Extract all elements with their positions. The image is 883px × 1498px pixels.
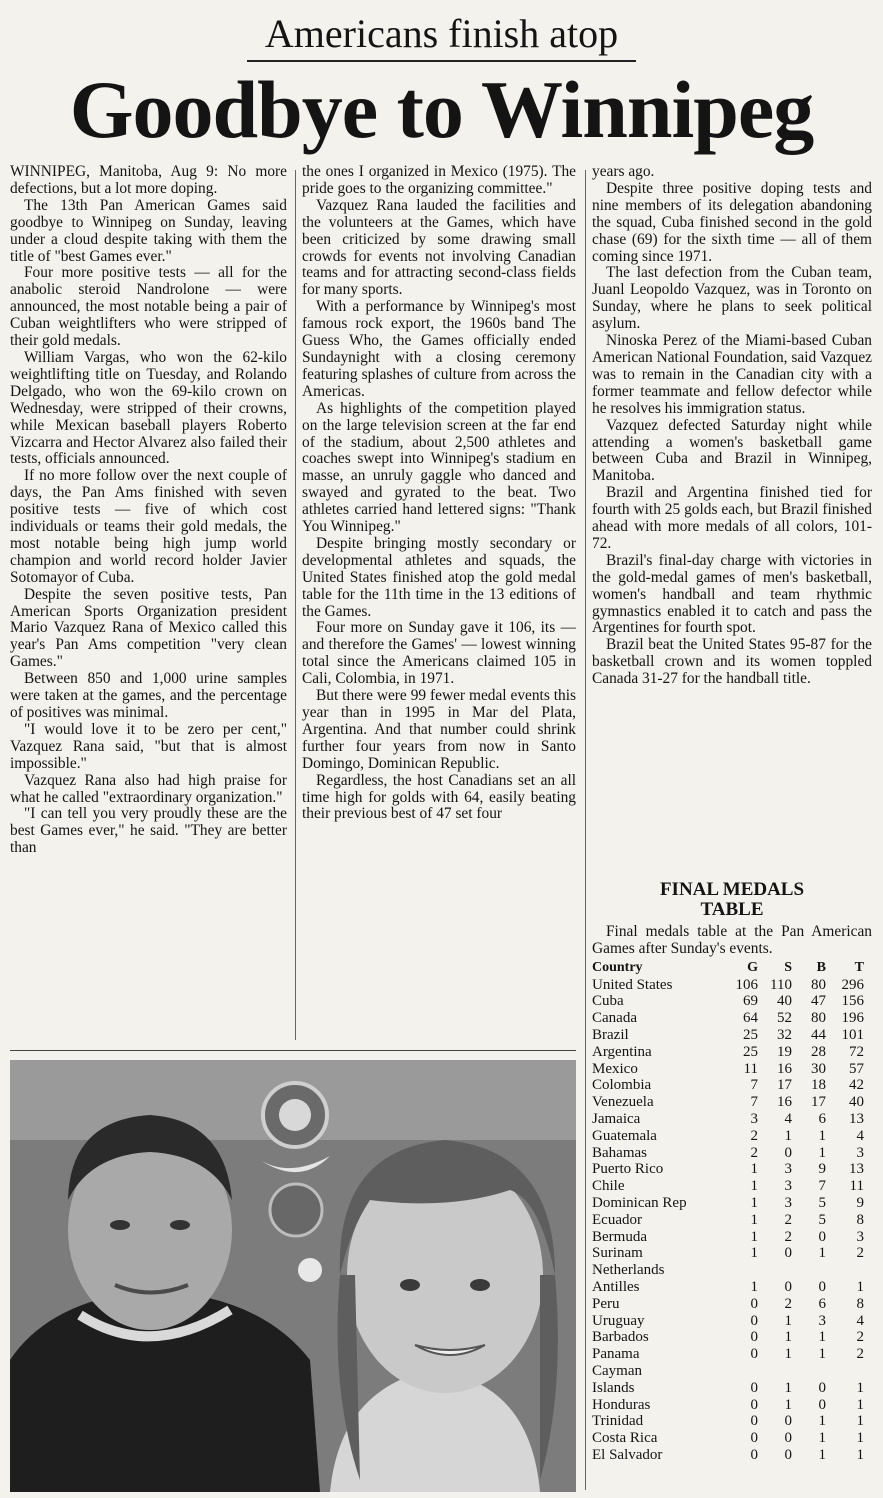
cell-silver: 2 bbox=[784, 1211, 792, 1228]
article-column-2 bbox=[302, 164, 576, 1044]
cell-gold: 3 bbox=[750, 1110, 758, 1127]
cell-gold: 1 bbox=[750, 1211, 758, 1228]
article-column-1 bbox=[10, 164, 287, 1044]
table-row bbox=[592, 1397, 864, 1414]
cell-total: 101 bbox=[841, 1027, 864, 1043]
table-row bbox=[592, 1128, 864, 1145]
cell-silver: 3 bbox=[784, 1194, 792, 1211]
cell-country: Barbados bbox=[592, 1329, 649, 1346]
cell-gold: 7 bbox=[750, 1077, 758, 1094]
article-paragraph: The 13th Pan American Games said goodbye to Winnipeg on Sunday, leaving under a cloud despite taking with them the title of "best Games ever." bbox=[10, 196, 287, 265]
article-paragraph: Vazquez Rana also had high praise for what he called "extraordinary organization." bbox=[10, 771, 287, 806]
cell-country: Panama bbox=[592, 1346, 640, 1363]
cell-country: Cuba bbox=[592, 993, 624, 1010]
cell-country: United States bbox=[592, 976, 673, 993]
cell-country: Argentina bbox=[592, 1043, 652, 1060]
table-row bbox=[592, 1346, 864, 1363]
cell-silver bbox=[758, 1262, 792, 1279]
medals-table-intro: Final medals table at the Pan American Games after Sunday's events. bbox=[592, 923, 872, 957]
cell-gold: 1 bbox=[750, 1178, 758, 1195]
cell-total: 2 bbox=[856, 1329, 864, 1346]
medals-table-title-line1: FINAL MEDALS bbox=[659, 879, 805, 900]
cell-silver: 1 bbox=[784, 1127, 792, 1144]
cell-bronze: 30 bbox=[811, 1060, 826, 1077]
cell-gold: 69 bbox=[743, 993, 758, 1010]
cell-silver: 16 bbox=[777, 1060, 792, 1077]
cell-silver: 0 bbox=[784, 1430, 792, 1447]
cell-total: 1 bbox=[856, 1396, 864, 1413]
cell-silver bbox=[758, 1363, 792, 1380]
cell-country: El Salvador bbox=[592, 1446, 663, 1463]
cell-bronze: 6 bbox=[818, 1295, 826, 1312]
table-row bbox=[592, 1178, 864, 1195]
table-row bbox=[592, 993, 864, 1010]
cell-bronze: 80 bbox=[811, 1010, 826, 1027]
cell-gold: 0 bbox=[750, 1446, 758, 1463]
article-paragraph: "I can tell you very proudly these are the best Games ever," he said. "They are better than bbox=[10, 805, 287, 857]
cell-gold: 0 bbox=[750, 1396, 758, 1413]
cell-bronze: 6 bbox=[818, 1110, 826, 1127]
cell-bronze: 0 bbox=[818, 1396, 826, 1413]
cell-bronze: 1 bbox=[818, 1413, 826, 1430]
cell-total: 57 bbox=[849, 1060, 864, 1077]
article-paragraph: "I would love it to be zero per cent," Vazquez Rana said, "but that is almost impossible." bbox=[10, 720, 287, 772]
article-paragraph: William Vargas, who won the 62-kilo weightlifting title on Tuesday, and Rolando Delgado, who won the 69-kilo crown on Wednesday, were stripped of their crowns, while Mexican baseball players Roberto Vizcarra and Hector Alvarez also failed their tests, officials announced. bbox=[10, 348, 287, 468]
table-row bbox=[592, 1212, 864, 1229]
cell-bronze: 1 bbox=[818, 1144, 826, 1161]
cell-bronze: 44 bbox=[811, 1027, 826, 1043]
cell-country: Ecuador bbox=[592, 1211, 642, 1228]
cell-gold: 1 bbox=[750, 1228, 758, 1245]
cell-silver: 1 bbox=[784, 1346, 792, 1363]
photo-illustration bbox=[10, 1060, 576, 1492]
table-row bbox=[592, 1145, 864, 1162]
medals-table-title-line2: TABLE bbox=[700, 899, 764, 920]
table-row bbox=[592, 1363, 864, 1380]
cell-silver: 2 bbox=[784, 1228, 792, 1245]
article-paragraph: With a performance by Winnipeg's most famous rock export, the 1960s band The Guess Who, the Games officially ended Sundaynight with a closing ceremony featuring splashes of culture from across the Americas. bbox=[302, 298, 576, 400]
cell-bronze: 1 bbox=[818, 1245, 826, 1262]
article-paragraph: WINNIPEG, Manitoba, Aug 9: No more defections, but a lot more doping. bbox=[10, 164, 287, 197]
cell-country: Chile bbox=[592, 1178, 625, 1195]
cell-gold: 64 bbox=[743, 1010, 758, 1027]
cell-total: 296 bbox=[841, 976, 864, 993]
cell-gold: 0 bbox=[750, 1346, 758, 1363]
header-bronze: B bbox=[816, 959, 826, 975]
cell-silver: 2 bbox=[784, 1295, 792, 1312]
cell-total: 8 bbox=[856, 1211, 864, 1228]
cell-country: Costa Rica bbox=[592, 1430, 658, 1447]
table-row bbox=[592, 1077, 864, 1094]
cell-bronze: 47 bbox=[811, 993, 826, 1010]
cell-country: Bermuda bbox=[592, 1228, 647, 1245]
article-paragraph: Vazquez defected Saturday night while attending a women's basketball game between Cuba and Brazil in Winnipeg, Manitoba. bbox=[592, 416, 872, 485]
medals-table bbox=[592, 960, 864, 1464]
cell-country: Venezuela bbox=[592, 1094, 654, 1111]
cell-gold: 0 bbox=[750, 1430, 758, 1447]
cell-silver: 1 bbox=[784, 1396, 792, 1413]
cell-bronze: 0 bbox=[818, 1278, 826, 1295]
cell-gold: 25 bbox=[743, 1043, 758, 1060]
cell-gold: 7 bbox=[750, 1094, 758, 1111]
cell-country: Netherlands bbox=[592, 1262, 665, 1279]
article-paragraph: Four more positive tests — all for the anabolic steroid Nandrolone — were announced, the most notable being a pair of Cuban weightlifters who were stripped of their gold medals. bbox=[10, 264, 287, 350]
cell-silver: 32 bbox=[777, 1027, 792, 1043]
cell-country: Puerto Rico bbox=[592, 1161, 664, 1178]
cell-total: 40 bbox=[849, 1094, 864, 1111]
table-row bbox=[592, 1329, 864, 1346]
cell-gold: 0 bbox=[750, 1413, 758, 1430]
cell-country: Canada bbox=[592, 1010, 637, 1027]
cell-country: Jamaica bbox=[592, 1110, 641, 1127]
cell-country: Guatemala bbox=[592, 1127, 657, 1144]
cell-total bbox=[826, 1363, 864, 1380]
cell-country: Trinidad bbox=[592, 1413, 644, 1430]
cell-bronze: 17 bbox=[811, 1094, 826, 1111]
cell-total: 2 bbox=[856, 1245, 864, 1262]
cell-gold: 11 bbox=[743, 1060, 758, 1077]
cell-total: 4 bbox=[856, 1312, 864, 1329]
cell-country: Mexico bbox=[592, 1060, 638, 1077]
cell-bronze bbox=[792, 1262, 826, 1279]
cell-total: 1 bbox=[856, 1278, 864, 1295]
cell-silver: 3 bbox=[784, 1178, 792, 1195]
cell-gold bbox=[724, 1363, 758, 1380]
cell-gold: 25 bbox=[743, 1027, 758, 1043]
table-row bbox=[592, 1430, 864, 1447]
cell-bronze: 0 bbox=[818, 1379, 826, 1396]
table-row bbox=[592, 1061, 864, 1078]
cell-total: 13 bbox=[849, 1161, 864, 1178]
cell-country: Colombia bbox=[592, 1077, 652, 1094]
cell-silver: 40 bbox=[777, 993, 792, 1010]
cell-total: 1 bbox=[856, 1446, 864, 1463]
table-row bbox=[592, 1195, 864, 1212]
cell-country: Brazil bbox=[592, 1027, 629, 1043]
article-paragraph: Despite three positive doping tests and nine members of its delegation abandoning the squad, Cuba finished second in the gold chase (69) for the sixth time — all of them coming since 1971. bbox=[592, 179, 872, 265]
cell-gold: 0 bbox=[750, 1329, 758, 1346]
table-row bbox=[592, 1313, 864, 1330]
article-paragraph: If no more follow over the next couple of days, the Pan Ams finished with seven positive tests — five of which cost individuals or teams their gold medals, the most notable being high jump world champion and world record holder Javier Sotomayor of Cuba. bbox=[10, 467, 287, 586]
cell-bronze: 3 bbox=[818, 1312, 826, 1329]
cell-bronze bbox=[792, 1363, 826, 1380]
kicker-headline bbox=[0, 10, 883, 62]
cell-gold: 2 bbox=[750, 1127, 758, 1144]
table-row bbox=[592, 1027, 864, 1044]
cell-total: 1 bbox=[856, 1430, 864, 1447]
article-paragraph: As highlights of the competition played on the large television screen at the far end of the stadium, about 2,500 athletes and coaches swept into Winnipeg's stadium en masse, an unruly gaggle who danced and swayed and gyrated to the beat. Two athletes carried hand lettered signs: "Thank You Winnipeg." bbox=[302, 399, 576, 536]
header-country: Country bbox=[592, 959, 643, 975]
article-paragraph: Vazquez Rana lauded the facilities and the volunteers at the Games, which have been criticized by some drawing small crowds for events not involving Canadian teams and for attracting second-class fields for many sports. bbox=[302, 196, 576, 299]
article-paragraph: Despite the seven positive tests, Pan American Sports Organization president Mario Vazquez Rana of Mexico called this year's Pan Ams competition "very clean Games." bbox=[10, 585, 287, 671]
cell-total: 3 bbox=[856, 1228, 864, 1245]
medals-table-body bbox=[592, 977, 864, 1464]
cell-total: 3 bbox=[856, 1144, 864, 1161]
cell-bronze: 9 bbox=[818, 1161, 826, 1178]
article-paragraph: Despite bringing mostly secondary or developmental athletes and squads, the United States finished atop the gold medal table for the 11th time in the 13 editions of the Games. bbox=[302, 534, 576, 620]
table-row bbox=[592, 1262, 864, 1279]
cell-gold: 1 bbox=[750, 1161, 758, 1178]
cell-country: Dominican Rep bbox=[592, 1194, 687, 1211]
main-headline: Goodbye to Winnipeg bbox=[69, 64, 814, 155]
cell-silver: 0 bbox=[784, 1413, 792, 1430]
cell-total: 2 bbox=[856, 1346, 864, 1363]
table-row bbox=[592, 977, 864, 994]
column-rule-2 bbox=[585, 170, 586, 1490]
photo-top-rule bbox=[10, 1050, 576, 1051]
article-paragraph: But there were 99 fewer medal events this year than in 1995 in Mar del Plata, Argentina. And that number could shrink further four years from now in Santo Domingo, Dominican Republic. bbox=[302, 687, 576, 772]
table-row bbox=[592, 1044, 864, 1061]
cell-silver: 110 bbox=[770, 976, 792, 993]
cell-silver: 1 bbox=[784, 1379, 792, 1396]
cell-gold: 0 bbox=[750, 1379, 758, 1396]
table-row bbox=[592, 1094, 864, 1111]
cell-bronze: 80 bbox=[811, 976, 826, 993]
table-row bbox=[592, 1229, 864, 1246]
cell-bronze: 0 bbox=[818, 1228, 826, 1245]
cell-silver: 0 bbox=[784, 1446, 792, 1463]
medals-table-block bbox=[592, 880, 872, 1464]
header-total: T bbox=[854, 959, 864, 975]
article-paragraph: Ninoska Perez of the Miami-based Cuban American National Foundation, said Vazquez was to remain in the Canadian city with a former teammate and fellow defector while he resolves his immigration status. bbox=[592, 332, 872, 417]
news-photo bbox=[10, 1060, 576, 1492]
cell-bronze: 7 bbox=[818, 1178, 826, 1195]
cell-country: Bahamas bbox=[592, 1144, 647, 1161]
cell-total: 4 bbox=[856, 1127, 864, 1144]
cell-bronze: 28 bbox=[811, 1043, 826, 1060]
table-row bbox=[592, 1111, 864, 1128]
table-row bbox=[592, 1279, 864, 1296]
article-paragraph: the ones I organized in Mexico (1975). The pride goes to the organizing committee." bbox=[302, 164, 576, 197]
cell-silver: 0 bbox=[784, 1144, 792, 1161]
cell-total: 1 bbox=[856, 1413, 864, 1430]
medals-table-header-row bbox=[592, 960, 864, 977]
table-row bbox=[592, 1296, 864, 1313]
cell-silver: 0 bbox=[784, 1278, 792, 1295]
cell-total bbox=[826, 1262, 864, 1279]
cell-bronze: 5 bbox=[818, 1194, 826, 1211]
cell-country: Cayman bbox=[592, 1362, 642, 1379]
cell-bronze: 5 bbox=[818, 1211, 826, 1228]
cell-total: 11 bbox=[849, 1178, 864, 1195]
article-paragraph: Four more on Sunday gave it 106, its — and therefore the Games' — lowest winning total since the Americans claimed 105 in Cali, Colombia, in 1971. bbox=[302, 619, 576, 688]
cell-silver: 16 bbox=[777, 1094, 792, 1111]
cell-bronze: 1 bbox=[818, 1430, 826, 1447]
cell-total: 196 bbox=[841, 1010, 864, 1027]
article-paragraph: Between 850 and 1,000 urine samples were taken at the games, and the percentage of positives was minimal. bbox=[10, 670, 287, 721]
cell-silver: 17 bbox=[777, 1077, 792, 1094]
cell-country: Uruguay bbox=[592, 1312, 645, 1329]
article-paragraph: Brazil's final-day charge with victories in the gold-medal games of men's basketball, women's handball and team rhythmic gymnastics enabled it to catch and pass the Argentines for fourth spot. bbox=[592, 551, 872, 637]
cell-bronze: 1 bbox=[818, 1446, 826, 1463]
table-row bbox=[592, 1413, 864, 1430]
cell-total: 156 bbox=[841, 993, 864, 1010]
article-column-3 bbox=[592, 164, 872, 884]
header-gold: G bbox=[747, 959, 758, 975]
cell-silver: 19 bbox=[777, 1043, 792, 1060]
article-paragraph: Brazil and Argentina finished tied for fourth with 25 golds each, but Brazil finished ahead with more medals of all colors, 101-72. bbox=[592, 484, 872, 552]
article-paragraph: Regardless, the host Canadians set an all time high for golds with 64, easily beating their previous best of 47 set four bbox=[302, 771, 576, 823]
cell-gold: 2 bbox=[750, 1144, 758, 1161]
cell-total: 1 bbox=[856, 1379, 864, 1396]
cell-gold: 1 bbox=[750, 1245, 758, 1262]
cell-gold bbox=[724, 1262, 758, 1279]
cell-silver: 1 bbox=[784, 1329, 792, 1346]
cell-gold: 106 bbox=[735, 976, 758, 993]
cell-country: Antilles bbox=[592, 1278, 640, 1295]
article-paragraph: The last defection from the Cuban team, Juanl Leopoldo Vazquez, was in Toronto on Sunday, where he plans to seek political asylum. bbox=[592, 264, 872, 333]
cell-silver: 52 bbox=[777, 1010, 792, 1027]
table-row bbox=[592, 1161, 864, 1178]
cell-bronze: 1 bbox=[818, 1127, 826, 1144]
cell-country: Surinam bbox=[592, 1245, 643, 1262]
cell-total: 8 bbox=[856, 1295, 864, 1312]
cell-total: 9 bbox=[856, 1194, 864, 1211]
table-row bbox=[592, 1245, 864, 1262]
column-rule-1 bbox=[295, 170, 296, 1040]
cell-silver: 3 bbox=[784, 1161, 792, 1178]
cell-gold: 0 bbox=[750, 1312, 758, 1329]
cell-total: 42 bbox=[849, 1077, 864, 1094]
cell-silver: 0 bbox=[784, 1245, 792, 1262]
cell-gold: 0 bbox=[750, 1295, 758, 1312]
article-paragraph: Brazil beat the United States 95-87 for the basketball crown and its women toppled Canada 31-27 for the handball title. bbox=[592, 636, 872, 688]
cell-country: Honduras bbox=[592, 1396, 651, 1413]
header-silver: S bbox=[784, 959, 792, 975]
table-row bbox=[592, 1447, 864, 1464]
cell-country: Peru bbox=[592, 1295, 620, 1312]
article-paragraph: years ago. bbox=[592, 164, 655, 180]
cell-silver: 4 bbox=[784, 1110, 792, 1127]
cell-bronze: 18 bbox=[811, 1077, 826, 1094]
cell-total: 72 bbox=[849, 1043, 864, 1060]
cell-bronze: 1 bbox=[818, 1346, 826, 1363]
table-row bbox=[592, 1380, 864, 1397]
cell-total: 13 bbox=[849, 1110, 864, 1127]
cell-gold: 1 bbox=[750, 1194, 758, 1211]
cell-silver: 1 bbox=[784, 1312, 792, 1329]
kicker-text: Americans finish atop bbox=[247, 10, 636, 62]
table-row bbox=[592, 1010, 864, 1027]
medals-table-title bbox=[592, 880, 872, 920]
cell-gold: 1 bbox=[750, 1278, 758, 1295]
cell-bronze: 1 bbox=[818, 1329, 826, 1346]
cell-country: Islands bbox=[592, 1379, 635, 1396]
